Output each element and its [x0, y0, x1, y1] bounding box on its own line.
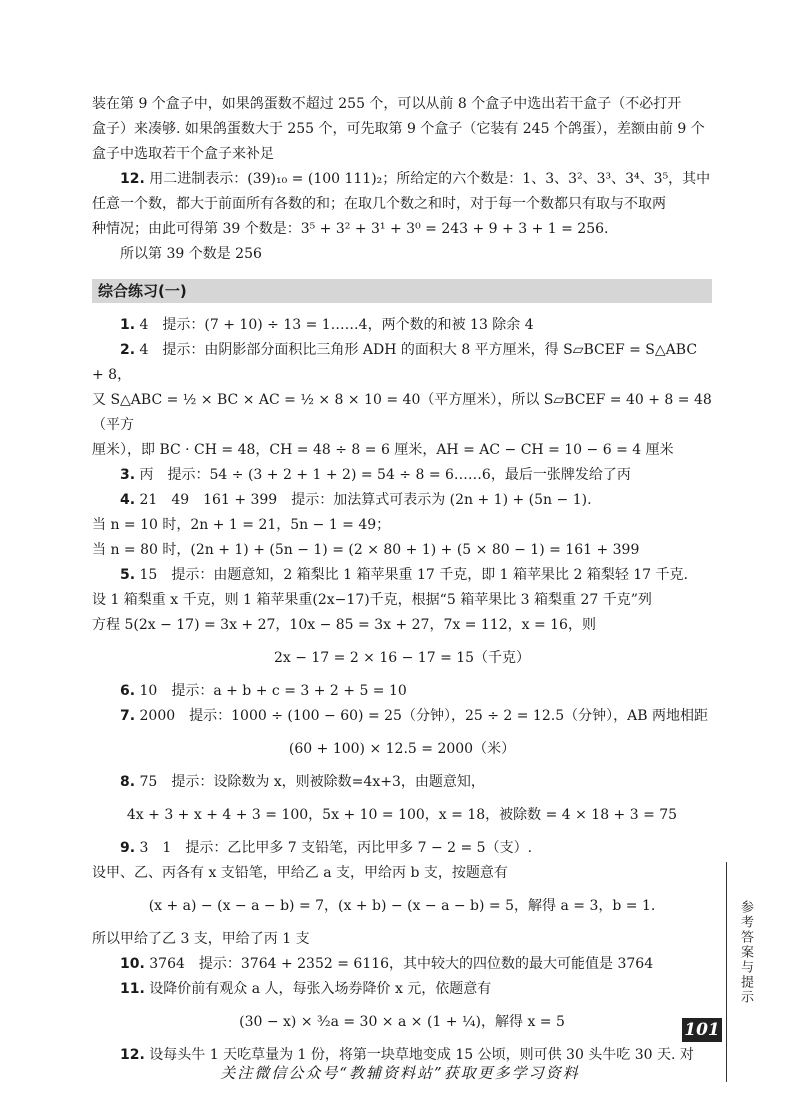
q7-text-1: 2000 提示：1000 ÷ (100 − 60) = 25（分钟），25 ÷ 2 = 12.5（分钟），AB 两地相距: [139, 708, 708, 724]
q12-prev-line-4: 所以第 39 个数是 256: [120, 246, 262, 262]
intro-line-1: 装在第 9 个盒子中，如果鸽蛋数不超过 255 个，可以从前 8 个盒子中选出若干盒子（不必打开: [92, 96, 682, 112]
q11-number: 11.: [120, 981, 145, 997]
q12-prev-line-1: [92, 167, 712, 192]
side-divider: [726, 862, 727, 1082]
q5-line-2: 设 1 箱梨重 x 千克，则 1 箱苹果重(2x−17)千克，根据“5 箱苹果比 3 箱梨重 27 千克”列: [92, 592, 652, 608]
q9-number: 9.: [120, 840, 136, 856]
q7-number: 7.: [120, 708, 136, 724]
q10: [92, 952, 712, 977]
page-number: 101: [682, 1018, 722, 1042]
q2-line-3: 厘米），即 BC · CH = 48，CH = 48 ÷ 8 = 6 厘米，AH = AC − CH = 10 − 6 = 4 厘米: [92, 442, 674, 458]
q1: [92, 313, 712, 338]
q5-line-1: [92, 563, 712, 588]
q5-line-3: 方程 5(2x − 17) = 3x + 27，10x − 85 = 3x + 27，7x = 112，x = 16，则: [92, 617, 596, 633]
q4-line-1: [92, 488, 712, 513]
intro-line-3: 盒子中选取若干个盒子来补足: [92, 146, 274, 162]
q12-number: 12.: [120, 1047, 145, 1063]
q3-text: 丙 提示：54 ÷ (3 + 2 + 1 + 2) = 54 ÷ 8 = 6……6，最后一张牌发给了丙: [139, 467, 631, 483]
q4-number: 4.: [120, 492, 136, 508]
q5-number: 5.: [120, 567, 136, 583]
q8-number: 8.: [120, 774, 136, 790]
q9-formula: (x + a) − (x − a − b) = 7，(x + b) − (x − a − b) = 5，解得 a = 3，b = 1.: [148, 898, 656, 914]
q9-line-2: 设甲、乙、丙各有 x 支铅笔，甲给乙 a 支，甲给丙 b 支，按题意有: [92, 865, 508, 881]
q3: [92, 463, 712, 488]
q1-text: 4 提示：(7 + 10) ÷ 13 = 1……4，两个数的和被 13 除余 4: [139, 317, 534, 333]
q9-text-1: 3 1 提示：乙比甲多 7 支铅笔，丙比甲多 7 − 2 = 5（支）.: [139, 840, 533, 856]
q4-line-3: 当 n = 80 时，(2n + 1) + (5n − 1) = (2 × 80 + 1) + (5 × 80 − 1) = 161 + 399: [92, 542, 640, 558]
q10-text: 3764 提示：3764 + 2352 = 6116，其中较大的四位数的最大可能值是 3764: [149, 956, 654, 972]
q6-number: 6.: [120, 683, 136, 699]
q10-number: 10.: [120, 956, 145, 972]
q1-number: 1.: [120, 317, 136, 333]
q12-prev-text-1: 用二进制表示：(39)₁₀ = (100 111)₂；所给定的六个数是：1、3、3²、3³、3⁴、3⁵，其中: [149, 171, 711, 187]
side-tab-label: 参考答案与提示: [738, 900, 753, 1005]
footer-watermark: 关注微信公众号“教辅资料站”获取更多学习资料: [220, 1064, 580, 1082]
intro-line-2: 盒子）来凑够. 如果鸽蛋数大于 255 个，可先取第 9 个盒子（它装有 245 个鸽蛋），差额由前 9 个: [92, 121, 705, 137]
q9-line-1: [92, 836, 712, 861]
q8-formula: 4x + 3 + x + 4 + 3 = 100，5x + 10 = 100，x = 18，被除数 = 4 × 18 + 3 = 75: [126, 807, 678, 823]
q11-formula: (30 − x) × ³⁄₂a = 30 × a × (1 + ¼)，解得 x = 5: [239, 1014, 565, 1030]
q12-prev-line-3: 种情况；由此可得第 39 个数是：3⁵ + 3² + 3¹ + 3⁰ = 243 + 9 + 3 + 1 = 256.: [92, 221, 609, 237]
q8-line-1: [92, 770, 712, 795]
q12-text: 设每头牛 1 天吃草量为 1 份，将第一块草地变成 15 公顷，则可供 30 头牛吃 30 天. 对: [149, 1047, 694, 1063]
q9-line-3: 所以甲给了乙 3 支，甲给了丙 1 支: [92, 931, 310, 947]
q4-line-2: 当 n = 10 时，2n + 1 = 21，5n − 1 = 49；: [92, 517, 391, 533]
q12-prev-number: 12.: [120, 171, 145, 187]
answer-content: [92, 92, 712, 1068]
q11-line-1: [92, 977, 712, 1002]
q7-formula: (60 + 100) × 12.5 = 2000（米）: [288, 741, 516, 757]
q2-line-2: 又 S△ABC = ½ × BC × AC = ½ × 8 × 10 = 40（平方厘米），所以 S▱BCEF = 40 + 8 = 48（平方: [92, 392, 712, 433]
q2-text-1: 4 提示：由阴影部分面积比三角形 ADH 的面积大 8 平方厘米，得 S▱BCEF = S△ABC + 8，: [92, 342, 698, 383]
q2-number: 2.: [120, 342, 136, 358]
q2-line-1: [92, 338, 712, 388]
q12-prev-line-2: 任意一个数，都大于前面所有各数的和；在取几个数之和时，对于每一个数都只有取与不取两: [92, 196, 666, 212]
q6: [92, 679, 712, 704]
q5-text-1: 15 提示：由题意知，2 箱梨比 1 箱苹果重 17 千克，即 1 箱苹果比 2 箱梨轻 17 千克.: [139, 567, 688, 583]
q6-text: 10 提示：a + b + c = 3 + 2 + 5 = 10: [139, 683, 407, 699]
q7-line-1: [92, 704, 712, 729]
q4-text-1: 21 49 161 + 399 提示：加法算式可表示为 (2n + 1) + (5n − 1).: [139, 492, 592, 508]
q3-number: 3.: [120, 467, 136, 483]
section-title: 综合练习(一): [92, 279, 712, 303]
q8-text-1: 75 提示：设除数为 x，则被除数=4x+3，由题意知，: [139, 774, 485, 790]
q11-text-1: 设降价前有观众 a 人，每张入场券降价 x 元，依题意有: [149, 981, 492, 997]
q5-formula: 2x − 17 = 2 × 16 − 17 = 15（千克）: [273, 650, 531, 666]
